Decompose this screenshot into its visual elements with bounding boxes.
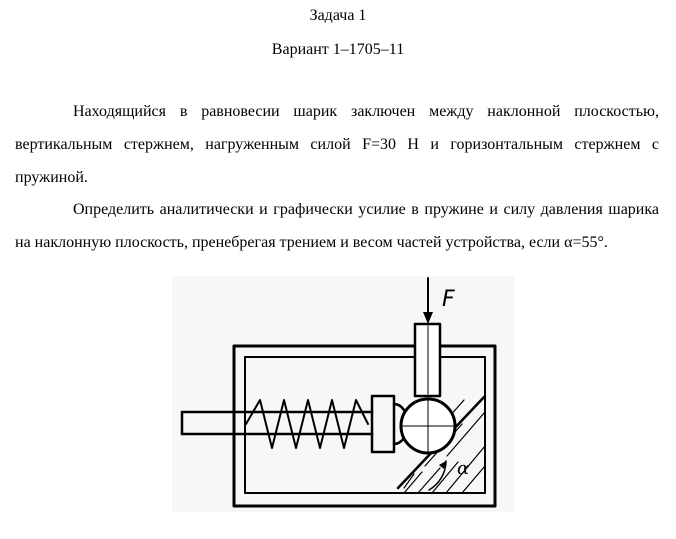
- angle-label: α: [457, 458, 470, 479]
- force-label: F: [442, 287, 455, 312]
- variant-title: Вариант 1–1705–11: [271, 41, 405, 58]
- ball: [401, 399, 455, 453]
- vertical-rod: [415, 324, 440, 396]
- problem-statement-paragraph: Находящийся в равновесии шарик заключен между наклонной плоскостью, вертикальным стержнем, нагруженным силой F=30 Н и горизонтальным стержнем с пружиной.: [15, 103, 659, 186]
- task-title: Задача 1: [309, 7, 367, 24]
- mechanism-figure: [172, 276, 514, 512]
- task-question-paragraph: Определить аналитически и графически усилие в пружине и силу давления шарика на наклонную плоскость, пренебрегая трением и весом частей устройства, если α=55°.: [15, 201, 659, 251]
